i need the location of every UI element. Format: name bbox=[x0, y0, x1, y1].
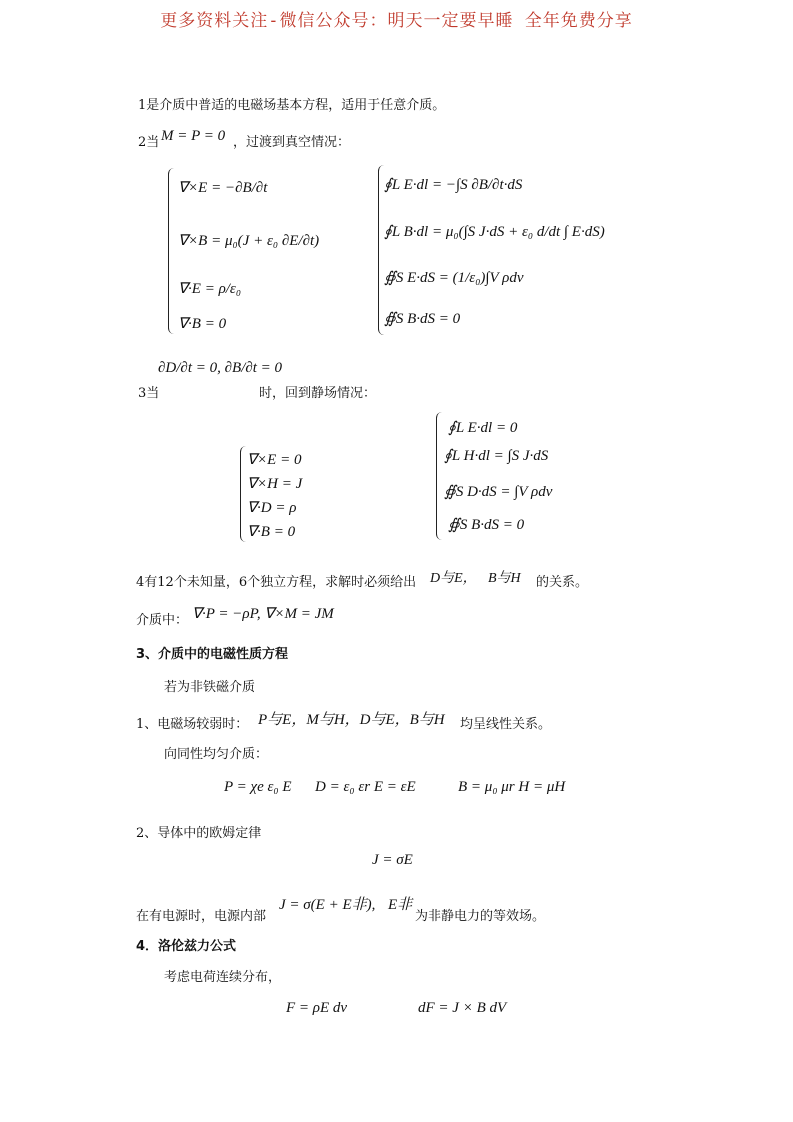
eq-vac-curl-b: ∇×B = μ₀(J + ε₀ ∂E/∂t) bbox=[178, 233, 320, 249]
paragraph-4d: 的关系。 bbox=[536, 575, 589, 590]
eq-vac-div-e: ∇·E = ρ/ε₀ bbox=[178, 281, 242, 297]
eq-vac-int-e: ∮L E·dl = −∫S ∂B/∂t·dS bbox=[384, 177, 523, 193]
weak-pairs: P与E，M与H，D与E，B与H bbox=[258, 712, 445, 728]
section-3-heading: 3、介质中的电磁性质方程 bbox=[136, 647, 289, 662]
eq-lorentz-density: dF = J × B dV bbox=[418, 1000, 507, 1016]
weak-prefix: 1、电磁场较弱时： bbox=[136, 717, 249, 732]
ohm-title: 2、导体中的欧姆定律 bbox=[136, 826, 262, 841]
eq-static-curl-e: ∇×E = 0 bbox=[247, 452, 302, 468]
paragraph-1: 1是介质中普适的电磁场基本方程，适用于任意介质。 bbox=[138, 98, 446, 113]
paragraph-2-suffix: ，过渡到真空情况： bbox=[233, 135, 351, 150]
eq-static-int-h: ∮L H·dl = ∫S J·dS bbox=[444, 448, 549, 464]
isotropic-text: 向同性均匀介质： bbox=[164, 747, 269, 762]
promo-banner: 更多资料关注-微信公众号：明天一定要早睡 全年免费分享 bbox=[160, 11, 633, 31]
eq-displacement: D = ε₀ εr E = εE bbox=[315, 779, 416, 795]
paragraph-4b: D与E， bbox=[430, 571, 477, 586]
section-4-heading: 4．洛伦兹力公式 bbox=[136, 939, 237, 954]
eq-static-int-d: ∯S D·dS = ∫V ρdv bbox=[444, 484, 553, 500]
eq-static-div-b: ∇·B = 0 bbox=[247, 524, 296, 540]
eq-vac-curl-e: ∇×E = −∂B/∂t bbox=[178, 180, 268, 196]
eq-vac-div-b: ∇·B = 0 bbox=[178, 316, 227, 332]
vacuum-condition: M = P = 0 bbox=[161, 128, 226, 144]
eq-vac-int-div-e: ∯S E·dS = (1/ε₀)∫V ρdv bbox=[384, 270, 524, 286]
eq-static-int-e: ∮L E·dl = 0 bbox=[448, 420, 518, 436]
paragraph-4a: 4有12个未知量，6个独立方程，求解时必须给出 bbox=[136, 575, 417, 590]
eq-vac-int-div-b: ∯S B·dS = 0 bbox=[384, 311, 461, 327]
source-text-c: 为非静电力的等效场。 bbox=[415, 909, 546, 924]
eq-polarization: P = χe ε₀ E bbox=[224, 779, 292, 795]
eq-vac-int-b: ∮L B·dl = μ₀(∫S J·dS + ε₀ d/dt ∫ E·dS) bbox=[384, 224, 605, 240]
paragraph-3-prefix: 3当 bbox=[138, 386, 160, 401]
paragraph-2-prefix: 2当 bbox=[138, 135, 160, 150]
continuous-text: 考虑电荷连续分布， bbox=[164, 970, 282, 985]
medium-equation: ∇·P = −ρP, ∇×M = JM bbox=[192, 606, 334, 622]
eq-lorentz-force: F = ρE dv bbox=[286, 1000, 348, 1016]
brace-left-static bbox=[240, 446, 247, 542]
eq-static-div-d: ∇·D = ρ bbox=[247, 500, 297, 516]
brace-left bbox=[168, 168, 175, 334]
nonferro-text: 若为非铁磁介质 bbox=[164, 680, 256, 695]
eq-magnetic: B = μ₀ μr H = μH bbox=[458, 779, 566, 795]
brace-right-static bbox=[436, 412, 443, 540]
paragraph-3-suffix: 时，回到静场情况： bbox=[259, 386, 377, 401]
source-text-a: 在有电源时，电源内部 bbox=[136, 909, 267, 924]
weak-suffix: 均呈线性关系。 bbox=[460, 717, 552, 732]
eq-static-curl-h: ∇×H = J bbox=[247, 476, 303, 492]
eq-ohm: J = σE bbox=[372, 852, 413, 868]
paragraph-4c: B与H bbox=[488, 571, 521, 586]
nonstatic-field: E非 bbox=[388, 897, 413, 913]
eq-static-int-b: ∯S B·dS = 0 bbox=[448, 517, 525, 533]
medium-label: 介质中： bbox=[136, 613, 189, 628]
eq-source: J = σ(E + E非), bbox=[279, 897, 376, 913]
static-condition: ∂D/∂t = 0, ∂B/∂t = 0 bbox=[158, 360, 283, 376]
